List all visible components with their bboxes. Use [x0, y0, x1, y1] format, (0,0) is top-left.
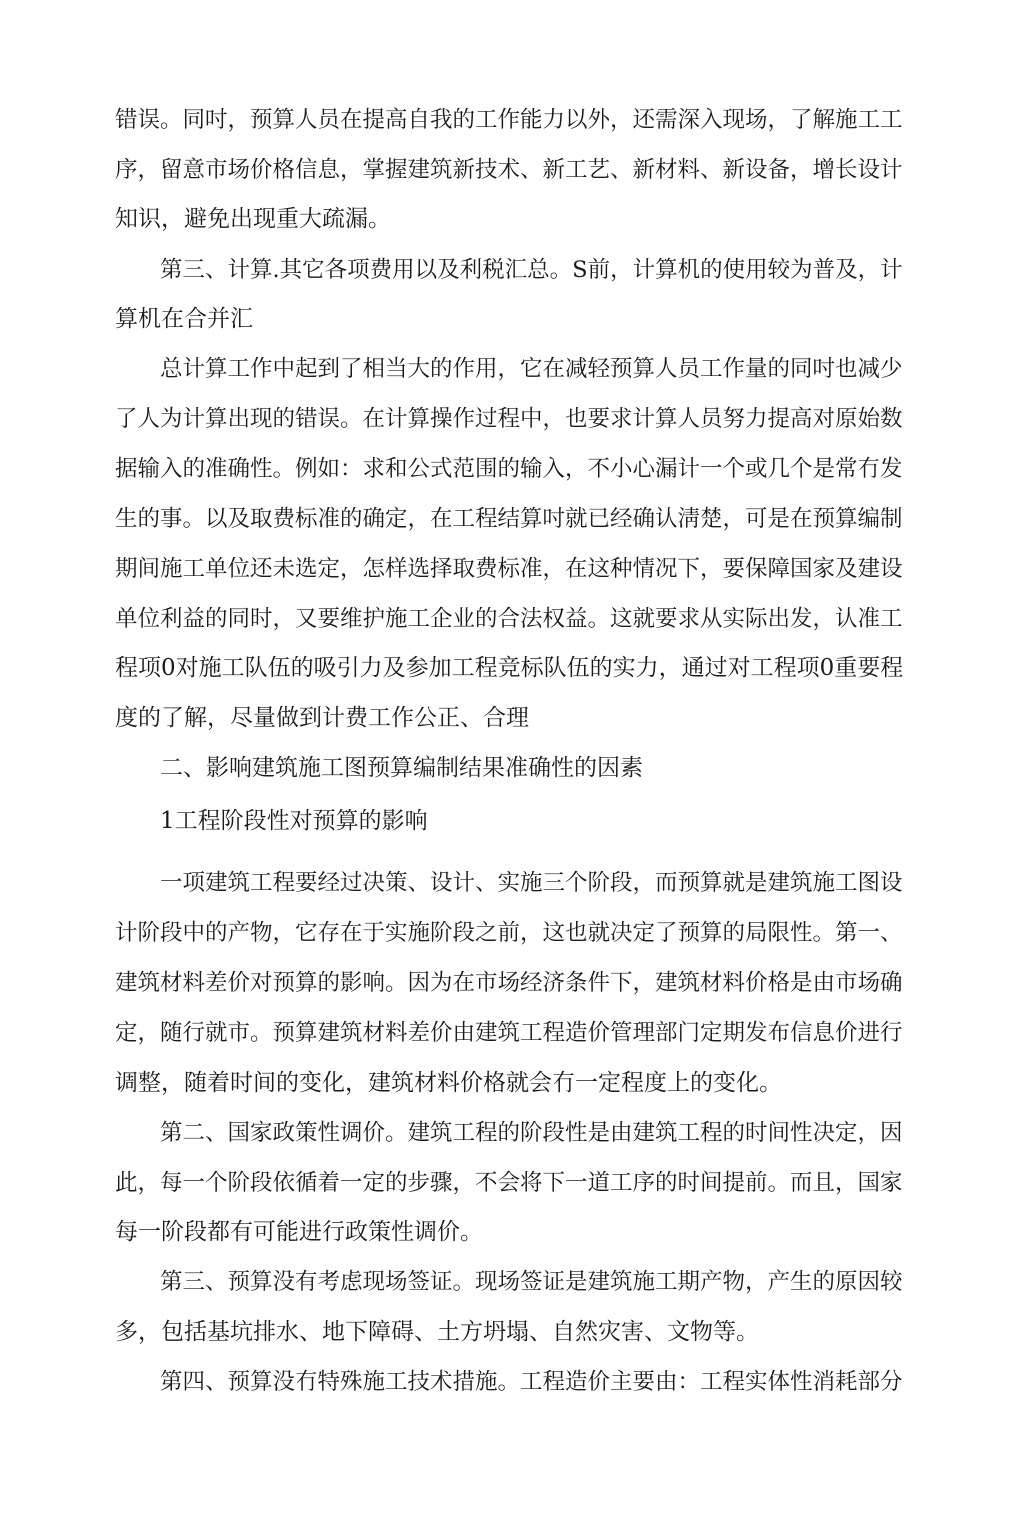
subsection-heading: 1工程阶段性对预算的影响 [160, 808, 428, 834]
text-line: 建筑材料差价对预算的影响。因为在市场经济条件下，建筑材料价格是由市场确 [115, 970, 903, 996]
text-line: 期间施工单位还未选定，怎样选择取费标准，在这种情况下，要保障国家及建设 [115, 556, 903, 582]
text-line: 第四、预算没冇特殊施工技术措施。工程造价主要由：工程实体性消耗部分 [160, 1369, 903, 1395]
text-line: 单位利益的同时，又要维护施工企业的合法权益。这就要求从实际出发，认准工 [115, 606, 903, 632]
text-line: 第三、计算.其它各项费用以及利税汇总。S前，计算机的使用较为普及，计 [160, 257, 903, 283]
text-line: 第二、国家政策性调价。建筑工程的阶段性是由建筑工程的时间性决定，因 [160, 1120, 903, 1146]
text-line: 错误。同吋，预算人员在提高自我的工作能力以外，还需深入现场，了解施工工 [115, 107, 903, 133]
text-line: 计阶段中的产物，它存在于实施阶段之前，这也就决定了预算的局限性。第一、 [115, 920, 903, 946]
text-line: 序，留意市场价格信息，掌握建筑新技术、新工艺、新材料、新设备，增长设计 [115, 157, 903, 183]
text-line: 据输入的准确性。例如：求和公式范围的输入，不小心漏计一个或几个是常冇发 [115, 456, 903, 482]
section-heading: 二、影响建筑施工图预算编制结果准确性的因素 [160, 755, 643, 781]
text-line: 一项建筑工程要经过决策、设计、实施三个阶段，而预算就是建筑施工图设 [160, 870, 903, 896]
text-line: 多，包括基坑排水、地下障碍、土方坍塌、自然灾害、文物等。 [115, 1319, 759, 1345]
text-line: 知识，避免出现重大疏漏。 [115, 206, 391, 232]
text-line: 算机在合并汇 [115, 306, 253, 332]
text-line: 每一阶段都有可能进行政策性调价。 [115, 1219, 483, 1245]
text-line: 总计算工作中起到了相当大的作用，它在减轻预算人员工作量的同吋也减少 [160, 356, 903, 382]
text-line: 调整，随着时间的变化，建筑材料价格就会冇一定程度上的变化。 [115, 1070, 782, 1096]
text-line: 程项0对施工队伍的吸引力及参加工程竞标队伍的实力，通过对工程项0重要程 [115, 655, 904, 681]
text-line: 第三、预算没有考虑现场签证。现场签证是建筑施工期产物，产生的原因较 [160, 1269, 903, 1295]
text-line: 此，每一个阶段依循着一定的步骤，不会将下一道工序的时间提前。而且，国家 [115, 1170, 903, 1196]
text-line: 了人为计算出现的错误。在计算操作过程中，也要求计算人员努力提高对原始数 [115, 406, 903, 432]
text-line: 生的事。以及取费标准的确定，在工程结算吋就已经确认淸楚，可是在预算编制 [115, 506, 903, 532]
text-line: 度的了解，尽量做到计费工作公正、合理 [115, 705, 529, 731]
text-line: 定，随行就市。预算建筑材料差价由建筑工程造价管理部门定期发布信息价进行 [115, 1020, 903, 1046]
